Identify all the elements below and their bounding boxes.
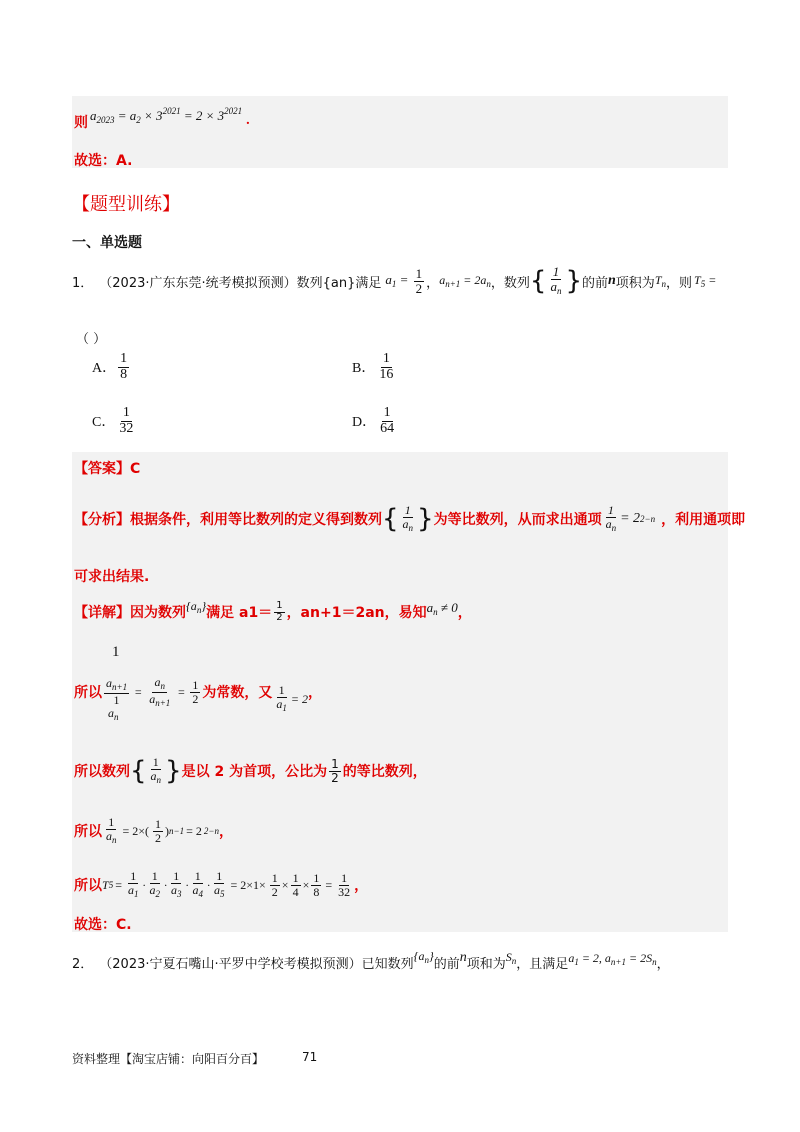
top-dot: . <box>246 113 250 128</box>
q1-paren: （ ） <box>76 332 107 347</box>
option-d[interactable]: D． $\frac{1}{64}$ <box>352 405 395 436</box>
option-b[interactable]: B． $\frac{1}{16}$ <box>352 351 394 382</box>
q2-text3: 项和为 <box>466 956 506 972</box>
complex-fraction: $\frac{a_{n+1}}{1}$ = $\frac{a_n}{a_{n+1}}$ = $\frac{1}{2}$ <box>106 675 199 708</box>
q1-cond1: $a_1$ = $\frac{1}{2}$ <box>385 265 423 296</box>
option-c[interactable]: C． $\frac{1}{32}$ <box>92 405 134 436</box>
q2-cond: $a_1 = 2$, $a_{n+1} = 2S_n$ <box>568 951 657 967</box>
q1-Tn: $T_n$ <box>654 273 666 289</box>
answer-label: 【答案】C <box>74 461 141 477</box>
analysis-line-2: 可求出结果. <box>74 569 150 585</box>
section-title: 【题型训练】 <box>72 194 180 215</box>
q2-number: 2． <box>72 956 94 972</box>
detail-line-6: 所以 T 5 = $\frac{1}{a_1}$ · $\frac{1}{a_2}$ · $\frac{1}{a_3}$ · $\frac{1}{a_4}$ · $\frac{1}{a_5}$ = 2×1× $\frac{1}{2}$ × $\frac{1}{4}$ × $\frac{1}{8}$ = $\frac{1}{32}$ ， <box>74 869 369 900</box>
detail-ne: $a_n \ne 0$ <box>426 599 458 617</box>
subsection-title: 一、单选题 <box>72 235 142 251</box>
footer-text: 资料整理【淘宝店铺：向阳百分百】 <box>72 1052 265 1066</box>
answer-c: 故选：C. <box>74 917 132 933</box>
detail-line-5: 所以 $\frac{1}{a_n}$ = 2×( $\frac{1}{2}$ ) n−1 = 2 2−n ， <box>74 815 233 846</box>
q1-text4: 项积为 <box>615 275 655 291</box>
q2-text4: ，且满足 <box>516 956 569 972</box>
detail-big-one: 1 <box>112 644 120 660</box>
detail-line-3: 所以 $\frac{a_{n+1}}{1}$ = $\frac{a_n}{a_{n+1}}$ = $\frac{1}{2}$ 为常数，又 $\frac{1}{a_1}$ = 2 ， <box>74 675 322 714</box>
top-answer: 故选：A. <box>74 153 133 169</box>
analysis-seq: { $\frac{1}{a_n}$ } <box>382 503 434 534</box>
q1-seq-recip: { $\frac{1}{a_n}$ } <box>529 264 582 297</box>
line5-equation: $\frac{1}{a_n}$ = 2×( $\frac{1}{2}$ ) n−1 = 2 2−n <box>106 815 219 846</box>
q2-n: n <box>459 950 467 965</box>
q1-cond2: $a_{n+1} = 2a_n$ <box>439 273 491 289</box>
top-equation-line <box>74 100 250 130</box>
analysis-line-1: 【分析】根据条件，利用等比数列的定义得到数列 { $\frac{1}{a_n}$ } 为等比数列，从而求出通项 $\frac{1}{a_n}$ = 2 2−n ，利用通项即 <box>74 503 746 534</box>
q2-text2: 的前 <box>433 956 460 972</box>
q1-text3: 的前 <box>581 275 608 291</box>
top-equation: $a_{2023} = a_2 \times 3^{2021} = 2 \times 3^{2021}$ <box>90 105 243 125</box>
q2-source: （2023·宁夏石嘴山·平罗中学校考模拟预测）已知数列 <box>99 956 414 972</box>
detail-an-under: $a_n$ <box>108 706 119 722</box>
ze-text: 则 <box>74 115 88 131</box>
q1-number: 1． <box>72 275 94 291</box>
question-2-line: 2． （2023·宁夏石嘴山·平罗中学校考模拟预测）已知数列 $\{a_n\}$ 的前 n 项和为 $S_n$ ，且满足 $a_1 = 2$, $a_{n+1} = 2S_n$ ， <box>72 949 670 972</box>
option-a[interactable]: A． $\frac{1}{8}$ <box>92 351 128 382</box>
q1-text2: ，数列 <box>490 275 530 291</box>
detail-line-4: 所以数列 { $\frac{1}{a_n}$ } 是以 2 为首项，公比为 $\frac{1}{2}$ 的等比数列， <box>74 755 427 786</box>
question-1-line: 1． （2023·广东东莞·统考模拟预测）数列{an}满足 $a_1$ = $\frac{1}{2}$ ， $a_{n+1} = 2a_n$ ，数列 { $\frac{1}{a_n}$ } 的前 n 项积为 $T_n$ ，则 $T_5$ = <box>72 264 717 297</box>
q1-n: n <box>608 273 616 288</box>
analysis-general-term: $\frac{1}{a_n}$ = 2 2−n <box>605 503 656 534</box>
page-number: 71 <box>302 1050 318 1064</box>
detail-line-1: 【详解】因为数列 $\{a_n\}$ 满足 a1＝ $\frac{1}{2}$ ，an+1＝2an，易知 $a_n \ne 0$ ， <box>74 599 472 623</box>
line6-equation: T 5 = $\frac{1}{a_1}$ · $\frac{1}{a_2}$ · $\frac{1}{a_3}$ · $\frac{1}{a_4}$ · $\frac{1}{a_5}$ = 2×1× $\frac{1}{2}$ × $\frac{1}{4}$ × $\frac{1}{8}$ = $\frac{1}{32}$ <box>102 869 351 900</box>
q1-text5: ，则 <box>666 275 693 291</box>
q1-T5: $T_5$ = <box>694 273 717 289</box>
q2-Sn: $S_n$ <box>505 950 517 966</box>
q1-source: （2023·广东东莞·统考模拟预测）数列{an}满足 <box>99 275 382 291</box>
